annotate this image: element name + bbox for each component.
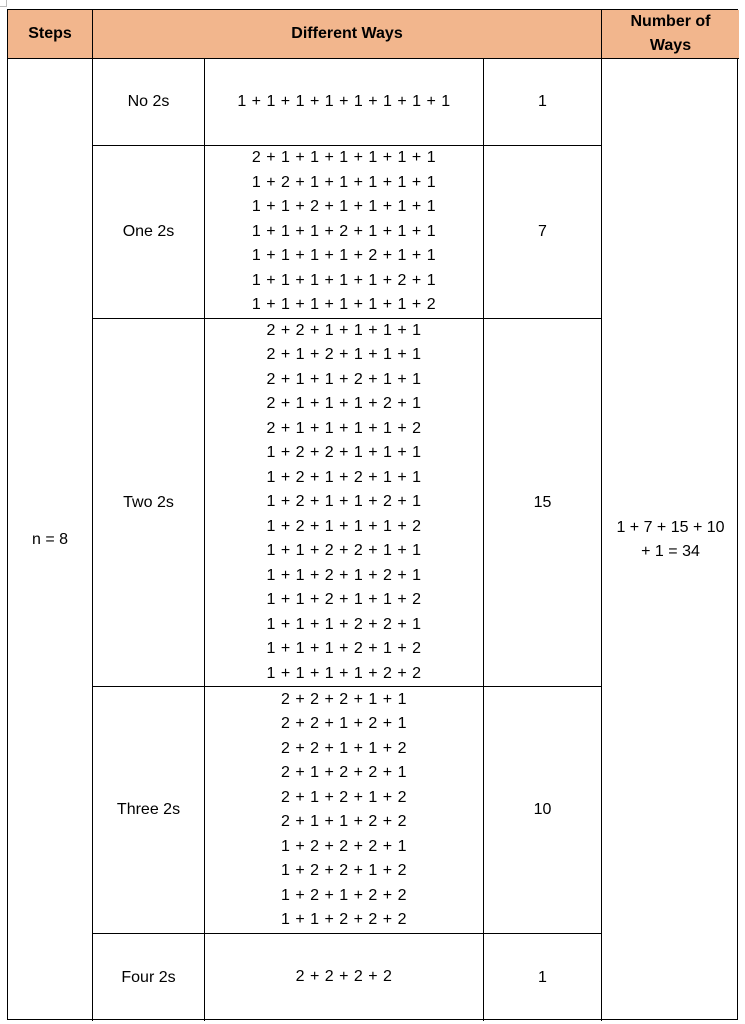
way-item: 1 + 2 + 2 + 2 + 1 <box>281 837 407 855</box>
header-steps: Steps <box>8 10 93 59</box>
group-ways-list <box>205 319 484 687</box>
way-item: 2 + 1 + 2 + 1 + 1 + 1 <box>266 346 422 364</box>
steps-value: n = 8 <box>8 59 93 1021</box>
group-ways-list <box>205 687 484 934</box>
way-item: 2 + 1 + 1 + 2 + 1 + 1 <box>266 370 422 388</box>
way-item: 1 + 2 + 2 + 1 + 2 <box>281 862 407 879</box>
page-corner-mark <box>0 0 7 7</box>
way-item: 2 + 2 + 2 + 2 <box>295 968 393 986</box>
way-item: 1 + 1 + 1 + 1 + 1 + 1 + 1 + 1 <box>237 92 451 110</box>
group-count: 1 <box>484 59 602 146</box>
way-item: 1 + 2 + 1 + 1 + 1 + 2 <box>266 517 422 535</box>
group-ways-list <box>205 934 484 1021</box>
way-item: 2 + 2 + 1 + 1 + 1 + 1 <box>266 321 422 339</box>
way-item: 1 + 2 + 1 + 2 + 1 + 1 <box>266 468 422 486</box>
total-ways <box>602 59 739 1021</box>
way-item: 1 + 1 + 1 + 2 + 1 + 2 <box>266 640 422 658</box>
way-item: 1 + 1 + 2 + 1 + 2 + 1 <box>266 566 422 584</box>
way-item: 2 + 1 + 2 + 1 + 2 <box>281 788 407 806</box>
group-count: 10 <box>484 687 602 934</box>
way-item: 2 + 2 + 1 + 2 + 1 <box>281 715 407 732</box>
total-line1: 1 + 7 + 15 + 10 <box>616 519 725 536</box>
way-item: 1 + 1 + 1 + 1 + 2 + 1 + 1 <box>251 247 437 265</box>
way-item: 2 + 2 + 1 + 1 + 2 <box>281 739 407 757</box>
header-different-ways: Different Ways <box>93 10 602 59</box>
group-label: One 2s <box>93 146 205 319</box>
way-item: 1 + 2 + 1 + 2 + 2 <box>281 886 407 904</box>
way-item: 2 + 1 + 1 + 2 + 2 <box>281 813 407 830</box>
group-label: Three 2s <box>93 687 205 934</box>
way-item: 1 + 1 + 2 + 1 + 1 + 1 + 1 <box>251 198 437 216</box>
way-item: 2 + 2 + 2 + 1 + 1 <box>281 690 407 708</box>
way-item: 2 + 1 + 1 + 1 + 2 + 1 <box>266 395 422 413</box>
way-item: 1 + 2 + 2 + 1 + 1 + 1 <box>266 444 422 462</box>
header-number-of-ways <box>602 10 739 59</box>
way-item: 1 + 1 + 2 + 2 + 2 <box>281 911 407 928</box>
way-item: 2 + 1 + 2 + 2 + 1 <box>281 764 407 781</box>
group-label: Two 2s <box>93 319 205 687</box>
group-ways-list <box>205 59 484 146</box>
way-item: 1 + 1 + 1 + 2 + 2 + 1 <box>266 615 422 633</box>
way-item: 2 + 1 + 1 + 1 + 1 + 2 <box>266 419 422 437</box>
way-item: 1 + 1 + 1 + 1 + 1 + 1 + 2 <box>251 296 437 314</box>
group-label: Four 2s <box>93 934 205 1021</box>
way-item: 1 + 1 + 2 + 2 + 1 + 1 <box>266 542 422 560</box>
total-line2: + 1 = 34 <box>641 543 700 560</box>
group-count: 15 <box>484 319 602 687</box>
way-item: 1 + 2 + 1 + 1 + 2 + 1 <box>266 493 422 511</box>
way-item: 2 + 1 + 1 + 1 + 1 + 1 + 1 <box>251 149 437 167</box>
way-item: 1 + 1 + 1 + 1 + 1 + 2 + 1 <box>251 271 437 289</box>
group-label: No 2s <box>93 59 205 146</box>
ways-table <box>7 9 738 1020</box>
way-item: 1 + 1 + 2 + 1 + 1 + 2 <box>266 591 422 609</box>
header-number-of-ways-line1: Number of <box>630 13 711 30</box>
way-item: 1 + 1 + 1 + 2 + 1 + 1 + 1 <box>251 222 437 240</box>
header-number-of-ways-line2: Ways <box>649 37 692 54</box>
way-item: 1 + 1 + 1 + 1 + 2 + 2 <box>266 664 422 682</box>
group-ways-list <box>205 146 484 319</box>
group-count: 1 <box>484 934 602 1021</box>
group-count: 7 <box>484 146 602 319</box>
way-item: 1 + 2 + 1 + 1 + 1 + 1 + 1 <box>251 173 437 191</box>
